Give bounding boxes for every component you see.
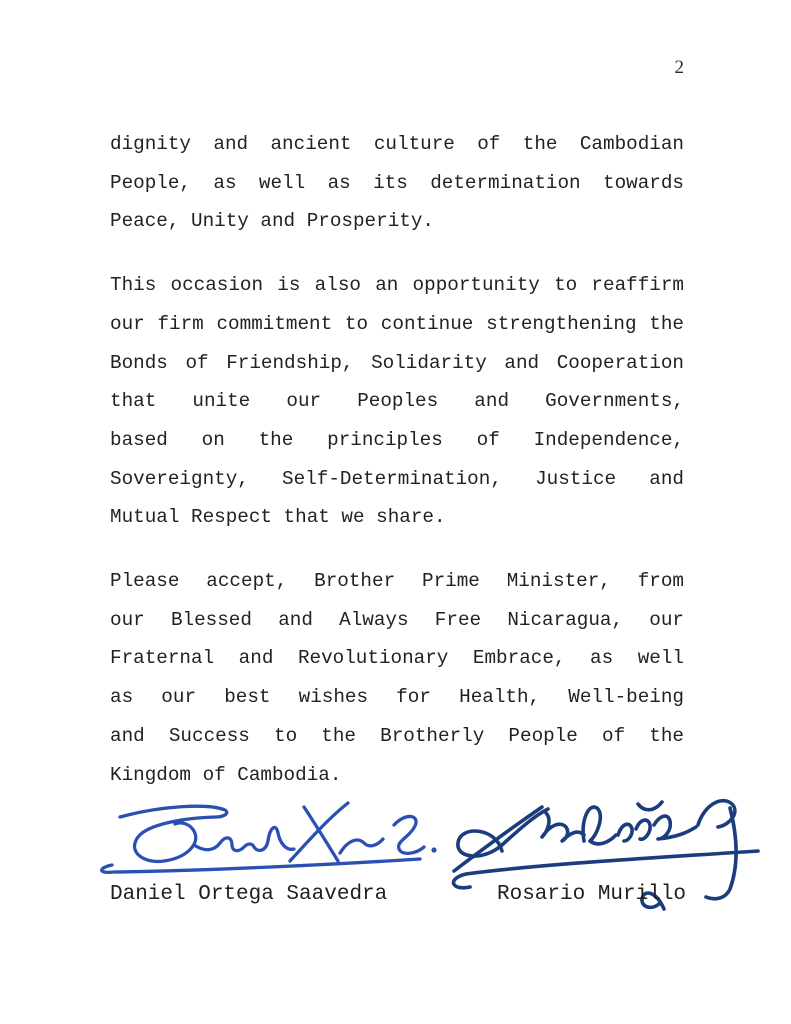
- signature-stroke: [654, 816, 696, 839]
- signature-stroke: [394, 817, 424, 854]
- signature-stroke: [194, 828, 294, 851]
- signature-stroke: [340, 839, 383, 853]
- signature-stroke: [618, 824, 632, 841]
- text-line: Kingdom of Cambodia.: [110, 763, 342, 786]
- paragraph-3: [110, 562, 684, 794]
- text-line: People, as well as its determination towards: [110, 171, 684, 194]
- text-line: as our best wishes for Health, Well-being: [110, 686, 684, 709]
- page-number: 2: [674, 57, 684, 78]
- text-line: Please accept, Brother Prime Minister, from: [110, 570, 684, 593]
- paragraph-2: [110, 266, 684, 537]
- signature-stroke: [698, 801, 735, 827]
- text-line: our Blessed and Always Free Nicaragua, our: [110, 608, 684, 631]
- signature-stroke: [542, 813, 584, 841]
- signature-stroke: [583, 807, 616, 844]
- signature-name-murillo: Rosario Murillo: [497, 883, 687, 907]
- signature-stroke: [454, 807, 542, 871]
- text-line: Mutual Respect that we share.: [110, 506, 446, 529]
- signature-stroke: [636, 820, 650, 839]
- signature-name-ortega: Daniel Ortega Saavedra: [110, 883, 388, 907]
- signature-block: [110, 794, 687, 924]
- text-line: Bonds of Friendship, Solidarity and Cooperation: [110, 351, 684, 374]
- text-line: and Success to the Brotherly People of the: [110, 724, 684, 747]
- text-line: Sovereignty, Self-Determination, Justice and: [110, 467, 684, 490]
- text-line: Fraternal and Revolutionary Embrace, as well: [110, 647, 684, 670]
- text-line: This occasion is also an opportunity to reaffirm: [110, 274, 684, 297]
- text-line: our firm commitment to continue strengthening the: [110, 312, 684, 335]
- text-line: based on the principles of Independence,: [110, 428, 684, 451]
- text-line: that unite our Peoples and Governments,: [110, 390, 684, 413]
- paragraph-1: [110, 125, 684, 241]
- ortega-signature-icon: [96, 799, 441, 881]
- text-line: Peace, Unity and Prosperity.: [110, 210, 434, 233]
- text-line: dignity and ancient culture of the Cambodian: [110, 133, 684, 155]
- signature-stroke: [431, 848, 436, 853]
- signature-stroke: [120, 806, 227, 861]
- signature-stroke: [638, 802, 662, 810]
